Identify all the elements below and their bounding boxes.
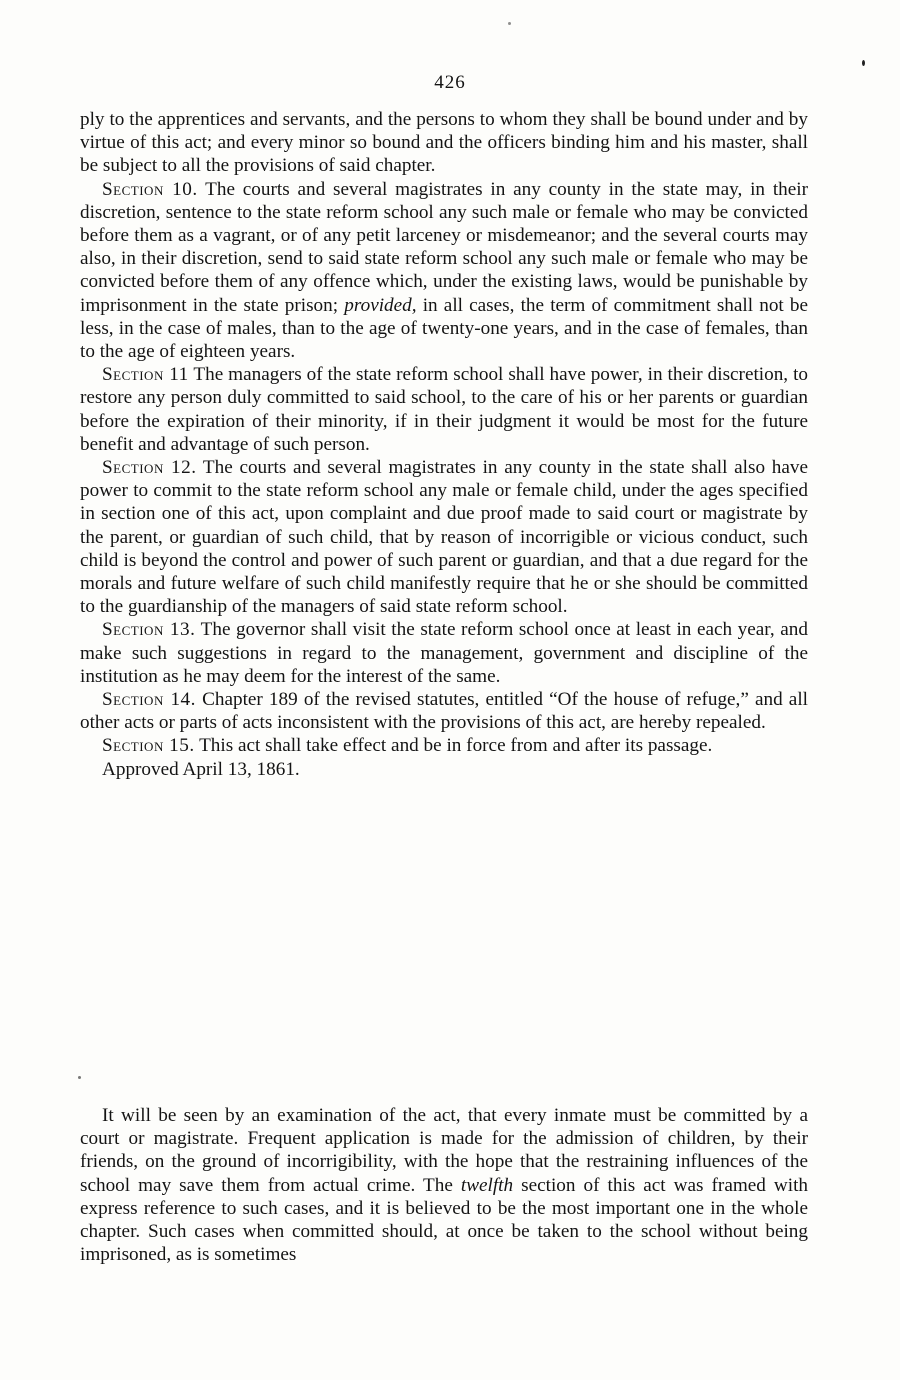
section-text-after: in all cases, the term of commitment shall not be less, in the case of males, than to the age of twenty-one years, and in the case of females, than to the age of eighteen years. <box>80 294 809 363</box>
section-label: Section 11 <box>102 364 189 386</box>
section-text: The governor shall visit the state reform school once at least in each year, and make such suggestions in regard to the management, government and discipline of the institution as he may deem for the interest of the same. <box>80 619 808 687</box>
commentary-text-after: section of this act was framed with express reference to such cases, and it is believed to be the most important one in the whole chapter. Such cases when committed should, at once be taken to the school without being imprisoned, as is sometimes <box>80 1174 809 1266</box>
commentary-text: It will be seen by an examination of the act, that every inmate must be committed by a court or magistrate. Frequent application is made for the admission of children, by their friends, on the ground of incorrigibility, with the hope that the restraining influences of the school may save them from actual crime. The <box>80 1105 808 1196</box>
ink-speck <box>862 60 865 66</box>
section-label: Section 12. <box>102 457 197 479</box>
section-label: Section 10. <box>102 178 198 200</box>
section-15 <box>80 734 808 757</box>
section-text: The courts and several magistrates in any county in the state may, in their discretion, sentence to the state reform school any such male or female who may be convicted before them as a vagrant, or of any petit larceney or misdemeanor; and the several courts may also, in their discretion, send to said state reform school any such male or female who may be convicted before them of any offence which, under the existing laws, would be punishable by imprisonment in the state prison; <box>80 178 808 316</box>
section-text: Chapter 189 of the revised statutes, entitled “Of the house of refuge,” and all other acts or parts of acts inconsistent with the provisions of this act, are hereby repealed. <box>80 689 808 734</box>
ink-speck <box>78 1076 81 1079</box>
statute-text <box>80 108 808 781</box>
ink-speck <box>508 22 511 25</box>
section-text: This act shall take effect and be in force from and after its passage. <box>199 735 713 757</box>
page-number: 426 <box>434 72 466 93</box>
commentary-paragraph <box>80 1104 808 1266</box>
section-10 <box>80 178 808 364</box>
section-label: Section 13. <box>102 619 196 641</box>
continuation-paragraph: ply to the apprentices and servants, and the persons to whom they shall be bound under and by virtue of this act; and every minor so bound and the officers binding him and his master, shall be subject to all the provisions of said chapter. <box>80 109 808 177</box>
section-14 <box>80 688 808 734</box>
section-11 <box>80 363 808 456</box>
section-emphasis: provided, <box>344 294 417 316</box>
commentary-emphasis: twelfth <box>460 1174 514 1196</box>
section-label: Section 15. <box>102 735 195 757</box>
commentary <box>80 1104 808 1266</box>
section-12 <box>80 456 808 618</box>
section-13 <box>80 618 808 688</box>
section-text: The managers of the state reform school shall have power, in their discretion, to restore any person duly committed to said school, to the care of his or her parents or guardian before the expiration of their minority, if in their judgment it would be most for the future benefit and advantage of such person. <box>80 364 808 455</box>
approval-line: Approved April 13, 1861. <box>102 758 300 780</box>
section-text: The courts and several magistrates in any county in the state shall also have power to commit to the state reform school any male or female child, under the ages specified in section one of this act, upon complaint and due proof made to said court or magistrate by the parent, or guardian of such child, that by reason of incorrigible or vicious conduct, such child is beyond the control and power of such parent or guardian, and that a due regard for the morals and future welfare of such child manifestly require that he or she should be committed to the guardianship of the managers of said state reform school. <box>80 457 808 618</box>
section-label: Section 14. <box>102 689 196 711</box>
